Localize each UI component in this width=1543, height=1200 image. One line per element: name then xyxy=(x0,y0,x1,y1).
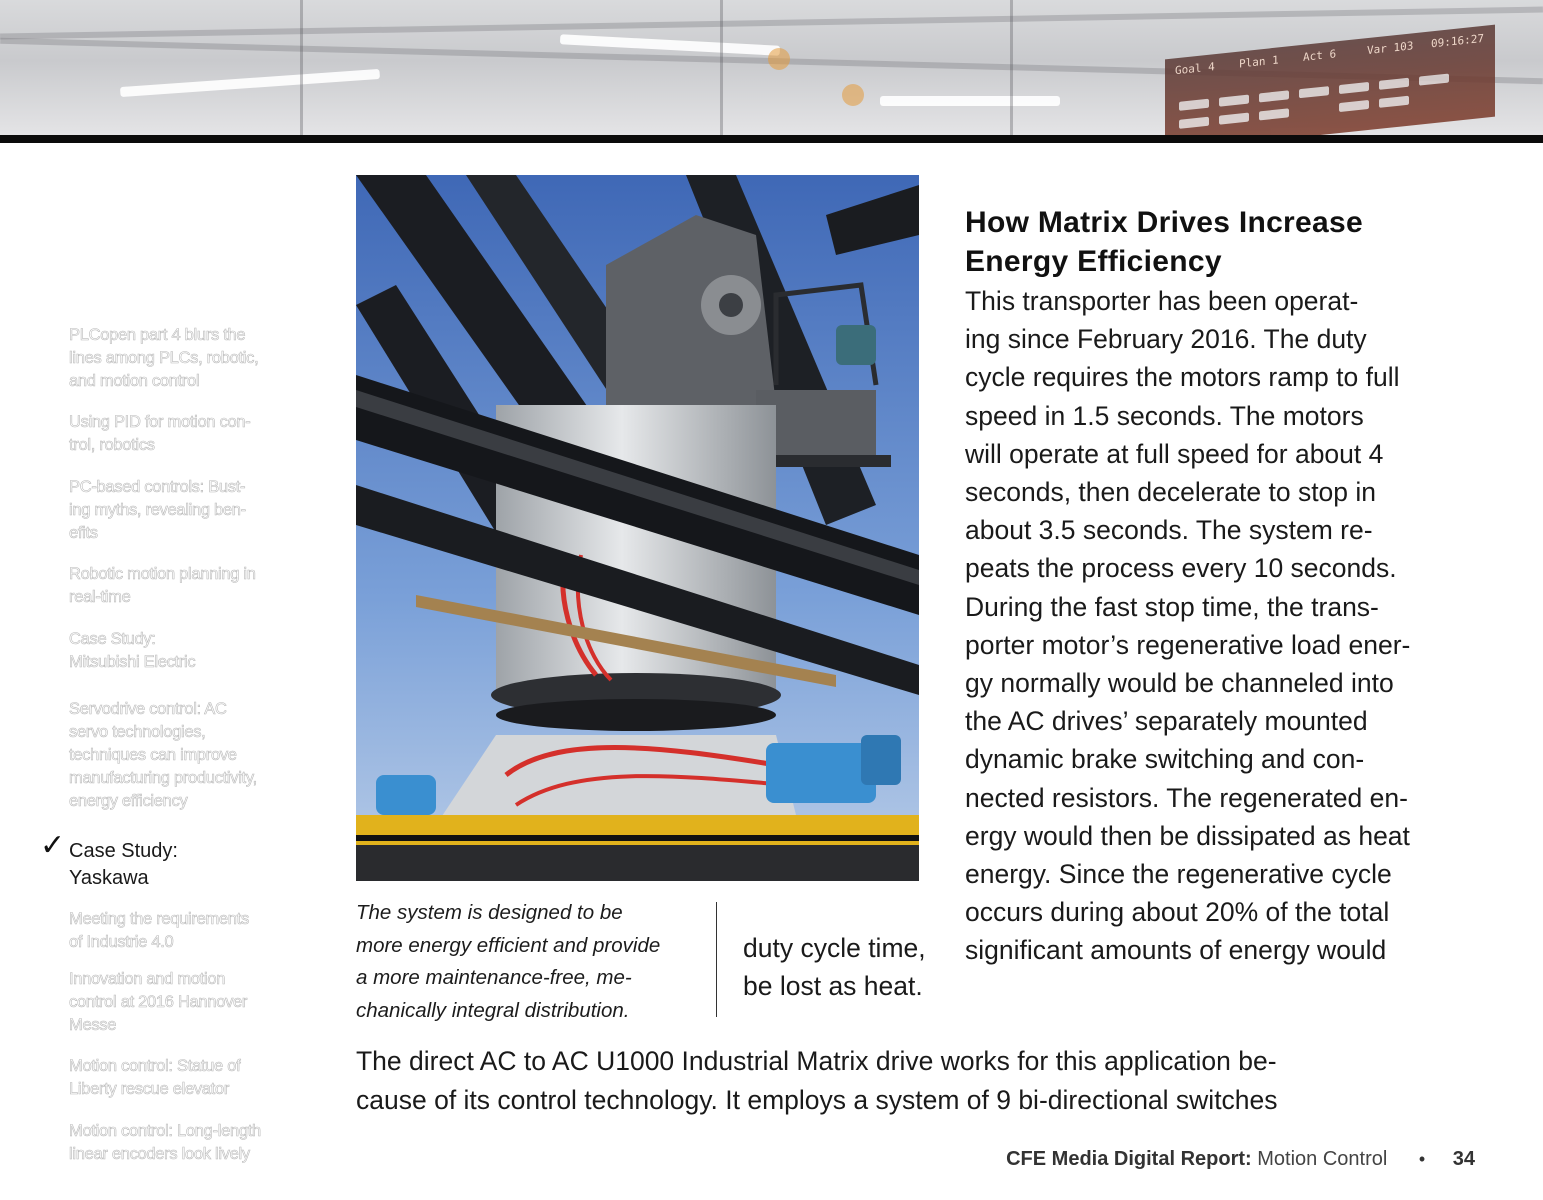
scoreboard xyxy=(1165,25,1495,135)
toc-item-hannover-messe[interactable] xyxy=(40,968,290,1037)
toc-line: Liberty rescue elevator xyxy=(69,1080,230,1098)
body-line: ergy would then be dissipated as heat xyxy=(965,820,1410,851)
body-line: speed in 1.5 seconds. The motors xyxy=(965,400,1364,431)
toc-line: Using PID for motion con- xyxy=(69,413,251,431)
toc-item-yaskawa[interactable] xyxy=(40,829,290,892)
toc-line: Motion control: Statue of xyxy=(69,1057,241,1075)
header-banner-image xyxy=(0,0,1543,135)
toc-item-statue-of-liberty[interactable] xyxy=(40,1055,290,1101)
body-line: dynamic brake switching and con- xyxy=(965,744,1365,775)
body-line: the AC drives’ separately mounted xyxy=(965,706,1368,737)
toc-line: control at 2016 Hannover xyxy=(69,993,248,1011)
toc-item-plcopen[interactable] xyxy=(40,324,290,393)
toc-item-mitsubishi[interactable] xyxy=(40,628,290,674)
body-line: This transporter has been operat- xyxy=(965,286,1359,316)
article-body-column xyxy=(965,282,1525,970)
footer-section: Motion Control xyxy=(1257,1148,1388,1170)
toc-line: real-time xyxy=(69,588,131,606)
body-line: occurs during about 20% of the total xyxy=(965,897,1390,928)
body-line: ing since February 2016. The duty xyxy=(965,324,1367,355)
body-line: seconds, then decelerate to stop in xyxy=(965,477,1377,508)
article-photo-transporter xyxy=(356,175,919,881)
article-body-paragraph xyxy=(356,1042,1506,1119)
toc-line: and motion control xyxy=(69,372,200,390)
toc-line: Mitsubishi Electric xyxy=(69,653,196,671)
toc-line: Motion control: Long-length xyxy=(69,1122,261,1140)
toc-line: Case Study: xyxy=(69,630,156,648)
body-line: The direct AC to AC U1000 Industrial Matrix drive works for this application be- xyxy=(356,1046,1277,1076)
footer-brand: CFE Media Digital Report: xyxy=(1006,1148,1252,1170)
toc-line: lines among PLCs, robotic, xyxy=(69,349,259,367)
toc-item-linear-encoders[interactable] xyxy=(40,1120,290,1166)
scoreboard-label: Goal 4 xyxy=(1175,60,1215,78)
toc-line: Innovation and motion xyxy=(69,970,226,988)
toc-item-industrie-4[interactable] xyxy=(40,908,290,954)
caption-line: The system is designed to be xyxy=(356,901,623,924)
body-line: significant amounts of energy would xyxy=(965,935,1387,966)
toc-item-pid[interactable] xyxy=(40,411,290,457)
caption-line: chanically integral distribution. xyxy=(356,998,630,1022)
body-line: During the fast stop time, the trans- xyxy=(965,591,1379,622)
body-line: be lost as heat. xyxy=(743,971,923,1002)
scoreboard-label: Plan 1 xyxy=(1239,53,1279,71)
toc-line: servo technologies, xyxy=(69,723,206,741)
caption-line: more energy efficient and provide xyxy=(356,933,661,957)
header-rule xyxy=(0,135,1543,143)
body-line: cause of its control technology. It employs a system of 9 bi-directional switches xyxy=(356,1084,1278,1115)
body-line: about 3.5 seconds. The system re- xyxy=(965,515,1373,546)
footer-separator: • xyxy=(1418,1149,1426,1169)
body-line: energy. Since the regenerative cycle xyxy=(965,859,1392,890)
checkmark-icon: ✓ xyxy=(40,829,66,862)
toc-item-servodrive[interactable] xyxy=(40,698,290,813)
toc-item-robotic-motion[interactable] xyxy=(40,563,290,609)
caption-divider xyxy=(716,902,717,1017)
heading-line: Energy Efficiency xyxy=(965,245,1222,278)
body-line: gy normally would be channeled into xyxy=(965,668,1394,699)
toc-line: Robotic motion planning in xyxy=(69,565,256,583)
caption-line: a more maintenance-free, me- xyxy=(356,966,632,989)
toc-line: trol, robotics xyxy=(69,436,155,454)
section-heading xyxy=(965,203,1485,281)
body-line: cycle requires the motors ramp to full xyxy=(965,362,1400,393)
body-line: peats the process every 10 seconds. xyxy=(965,553,1397,584)
toc-line: techniques can improve xyxy=(69,746,237,764)
page-footer xyxy=(1006,1148,1475,1171)
page-number: 34 xyxy=(1452,1148,1475,1170)
toc-item-pc-controls[interactable] xyxy=(40,476,290,545)
toc-line: PC-based controls: Bust- xyxy=(69,478,246,496)
scoreboard-label: Act 6 xyxy=(1303,47,1337,64)
toc-line: Case Study: xyxy=(69,840,178,862)
toc-line: energy efficiency xyxy=(69,792,188,810)
body-line: duty cycle time, xyxy=(743,933,926,963)
article-body-wrap xyxy=(743,929,926,1005)
toc-line: Servodrive control: AC xyxy=(69,700,227,718)
toc-line: ing myths, revealing ben- xyxy=(69,501,246,519)
scoreboard-label: 09:16:27 xyxy=(1431,31,1484,51)
toc-line: Yaskawa xyxy=(69,867,149,889)
toc-line: of Industrie 4.0 xyxy=(69,933,174,951)
toc-line: linear encoders look lively xyxy=(69,1145,250,1163)
toc-line: PLCopen part 4 blurs the xyxy=(69,326,246,344)
toc-line: Messe xyxy=(69,1016,117,1034)
toc-line: Meeting the requirements xyxy=(69,910,249,928)
toc-line: manufacturing productivity, xyxy=(69,769,257,787)
photo-caption xyxy=(356,897,701,1027)
body-line: porter motor’s regenerative load ener- xyxy=(965,629,1411,660)
body-line: nected resistors. The regenerated en- xyxy=(965,782,1408,813)
body-line: will operate at full speed for about 4 xyxy=(965,438,1384,469)
toc-line: efits xyxy=(69,524,98,542)
scoreboard-label: Var 103 xyxy=(1367,39,1414,58)
heading-line: How Matrix Drives Increase xyxy=(965,206,1363,239)
